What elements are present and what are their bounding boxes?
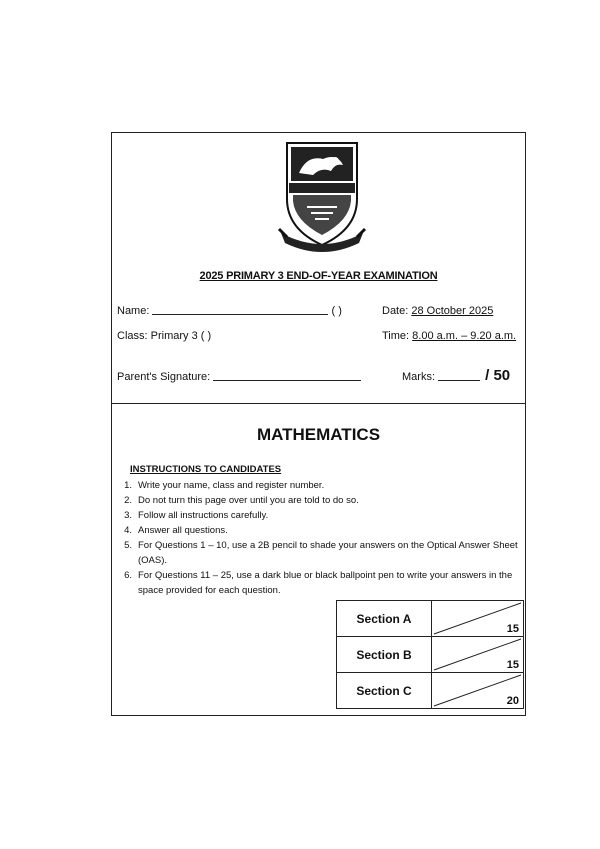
date-label: Date: bbox=[382, 305, 409, 317]
table-row bbox=[337, 673, 524, 709]
marks-label: Marks: bbox=[402, 371, 435, 383]
section-c-label: Section C bbox=[337, 673, 432, 709]
list-item: 5. For Questions 1 – 10, use a 2B pencil to shade your answers on the Optical Answer Sheet (OAS). bbox=[124, 540, 518, 566]
marks-total: / 50 bbox=[485, 367, 511, 384]
time-field bbox=[382, 330, 516, 342]
exam-cover-page bbox=[111, 132, 526, 716]
signature-field bbox=[117, 371, 361, 383]
marks-line bbox=[438, 371, 480, 381]
class-field bbox=[117, 330, 211, 342]
section-divider bbox=[112, 403, 525, 404]
list-item: 4. Answer all questions. bbox=[124, 525, 228, 536]
signature-line bbox=[213, 371, 361, 381]
section-a-score-box bbox=[432, 601, 524, 637]
section-c-max: 20 bbox=[506, 695, 519, 707]
section-c-score-box bbox=[432, 673, 524, 709]
list-item: 3. Follow all instructions carefully. bbox=[124, 510, 269, 521]
section-a-label: Section A bbox=[337, 601, 432, 637]
marks-table bbox=[336, 600, 524, 709]
table-row bbox=[337, 601, 524, 637]
instructions-list bbox=[118, 478, 523, 598]
section-b-max: 15 bbox=[506, 659, 519, 671]
date-value: 28 October 2025 bbox=[411, 305, 494, 317]
school-crest-icon bbox=[277, 137, 367, 253]
signature-label: Parent's Signature: bbox=[117, 371, 211, 383]
section-b-score-box bbox=[432, 637, 524, 673]
class-label: Class: bbox=[117, 330, 148, 342]
class-value: Primary 3 ( ) bbox=[150, 330, 212, 342]
register-number-paren: ( ) bbox=[331, 305, 342, 317]
name-field bbox=[117, 305, 342, 317]
list-item: 2. Do not turn this page over until you are told to do so. bbox=[124, 495, 359, 506]
time-label: Time: bbox=[382, 330, 410, 342]
table-row bbox=[337, 637, 524, 673]
list-item: 1. Write your name, class and register number. bbox=[124, 480, 325, 491]
section-a-max: 15 bbox=[506, 623, 519, 635]
section-b-label: Section B bbox=[337, 637, 432, 673]
date-field bbox=[382, 305, 493, 317]
time-value: 8.00 a.m. – 9.20 a.m. bbox=[412, 330, 517, 342]
name-line bbox=[152, 305, 328, 315]
exam-title: 2025 PRIMARY 3 END-OF-YEAR EXAMINATION bbox=[199, 270, 438, 282]
subject-title: MATHEMATICS bbox=[256, 425, 381, 444]
instructions-heading: INSTRUCTIONS TO CANDIDATES bbox=[130, 464, 282, 475]
list-item: 6. For Questions 11 – 25, use a dark blue or black ballpoint pen to write your answers in the space provided for each question. bbox=[124, 570, 513, 596]
name-label: Name: bbox=[117, 305, 150, 317]
marks-field bbox=[402, 367, 510, 384]
